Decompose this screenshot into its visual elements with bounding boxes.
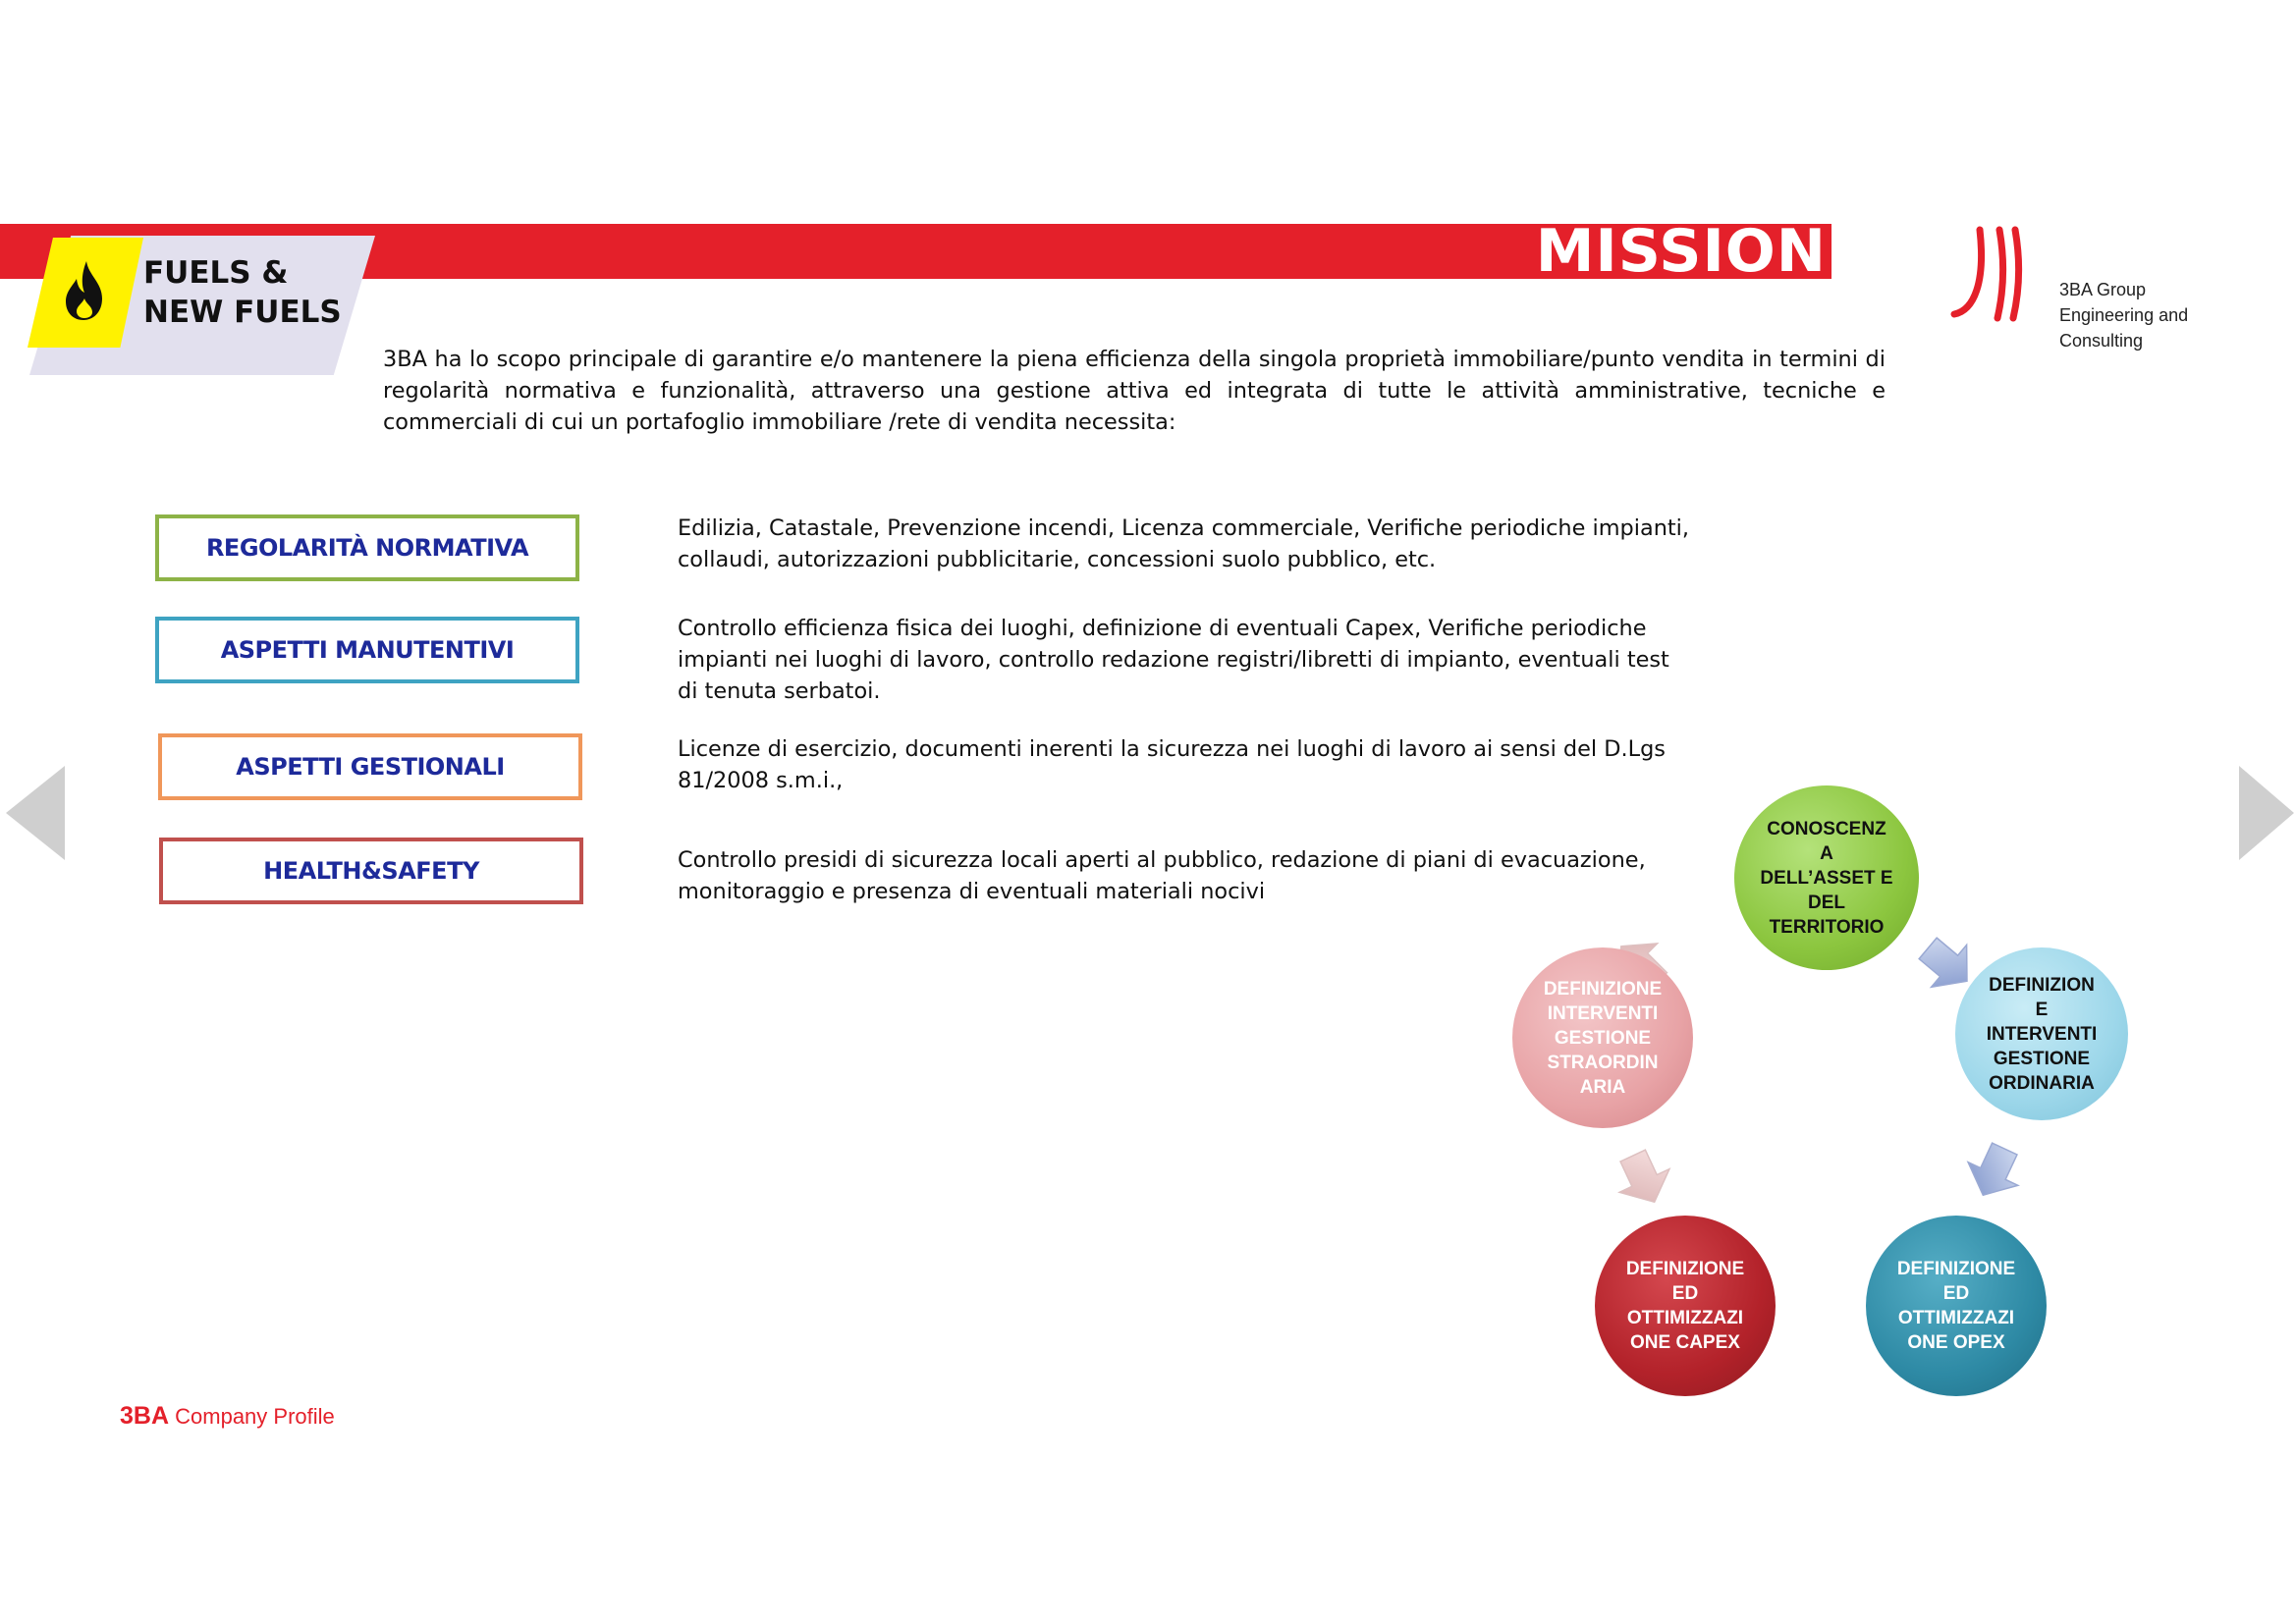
category-tag-line: NEW FUELS [143,295,342,330]
cycle-node-capex [1595,1216,1776,1396]
category-label: ASPETTI GESTIONALI [236,753,505,781]
node-line: CONOSCENZ [1767,818,1886,839]
logo-line: Engineering and [2059,305,2189,325]
node-line: TERRITORIO [1769,916,1885,938]
node-line: GESTIONE [1554,1027,1652,1049]
node-line: ORDINARIA [1989,1072,2095,1094]
arrow-icon [1958,1137,2030,1207]
category-description: Edilizia, Catastale, Prevenzione incendi, Licenza commerciale, Verifiche periodiche impianti, collaudi, autorizzazioni pubblicitarie, concessioni suolo pubblico, etc. [678,515,1690,572]
node-line: ED [1942,1283,1970,1304]
node-line: A [1820,842,1833,864]
node-line: DEFINIZIONE [1896,1259,2016,1279]
cycle-node-straordinaria [1512,947,1693,1128]
category-health-safety [159,838,583,904]
footer-text: Company Profile [169,1404,335,1429]
node-line: OTTIMIZZAZI [1897,1308,2015,1328]
node-line: ONE CAPEX [1630,1332,1740,1353]
arrow-icon [1608,1144,1679,1214]
flame-icon [63,259,106,322]
cycle-node-opex [1866,1216,2047,1396]
node-line: ED [1671,1283,1699,1304]
category-label: ASPETTI MANUTENTIVI [220,636,515,664]
footer [120,1402,335,1431]
logo-line: Consulting [2059,331,2144,351]
cycle-node-conoscenza [1734,785,1919,970]
category-label: HEALTH&SAFETY [263,857,479,885]
node-line: ARIA [1579,1076,1626,1098]
logo-text [2059,277,2188,353]
page-title: MISSION [1535,217,1827,286]
node-line: INTERVENTI [1986,1023,2098,1045]
node-line: GESTIONE [1993,1048,2091,1069]
category-aspetti-manutentivi [155,617,579,683]
category-description: Controllo efficienza fisica dei luoghi, definizione di eventuali Capex, Verifiche periodiche impianti nei luoghi di lavoro, controllo redazione registri/libretti di impianto, eventuali test di tenuta serbatoi. [678,616,1669,704]
intro-paragraph: 3BA ha lo scopo principale di garantire e/o mantenere la piena efficienza della singola proprietà immobiliare/punto vendita in termini di regolarità normativa e funzionalità, attraverso una gestione attiva ed integrata di tutte le attività amministrative, tecniche e commerciali di cui un portafoglio immobiliare /rete di vendita necessita: [383,347,1886,435]
node-line: DEL [1807,892,1845,913]
node-line: OTTIMIZZAZI [1626,1308,1744,1328]
footer-brand: 3BA [120,1402,170,1430]
node-line: DEFINIZION [1989,974,2095,996]
category-label: REGOLARITÀ NORMATIVA [205,534,529,562]
node-line: ONE OPEX [1907,1332,2005,1353]
3ba-logo-icon [1946,224,2045,322]
node-line: DEFINIZIONE [1543,978,1663,1000]
node-line: DEFINIZIONE [1625,1259,1745,1279]
logo-line: 3BA Group [2059,280,2147,299]
node-line: DELL’ASSET E [1760,867,1893,889]
next-arrow-icon[interactable] [2237,764,2296,862]
node-line: INTERVENTI [1547,1002,1659,1024]
cycle-node-gestione-ordinaria [1955,947,2128,1120]
prev-arrow-icon[interactable] [4,764,67,862]
category-aspetti-gestionali [158,733,582,800]
node-line: STRAORDIN [1547,1052,1659,1073]
node-line: E [2035,999,2049,1020]
category-tag-title [143,253,342,332]
category-regolarita-normativa [155,514,579,581]
category-description: Controllo presidi di sicurezza locali aperti al pubblico, redazione di piani di evacuazione, monitoraggio e presenza di eventuali materiali nocivi [678,847,1646,904]
category-tag-line: FUELS & [143,255,289,291]
category-description: Licenze di esercizio, documenti inerenti la sicurezza nei luoghi di lavoro ai sensi del D.Lgs 81/2008 s.m.i., [678,736,1666,793]
